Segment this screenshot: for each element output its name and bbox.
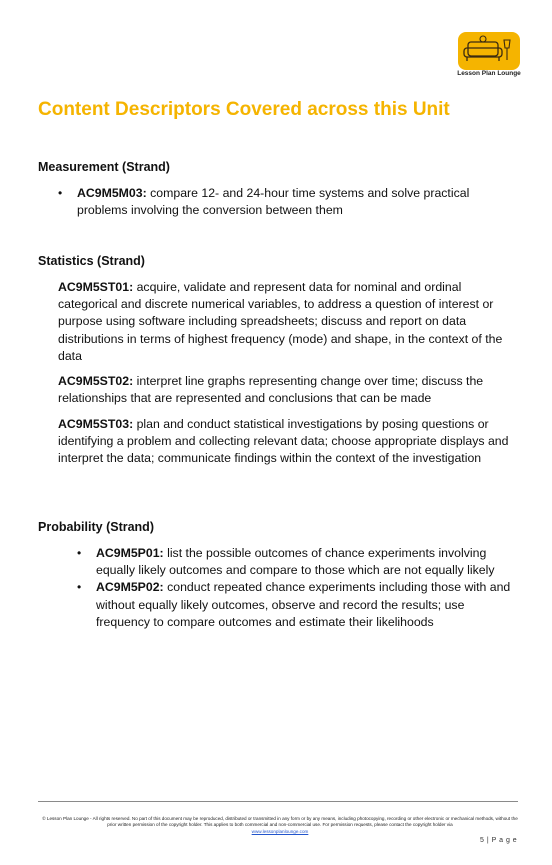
list-item (77, 579, 521, 631)
page-number (480, 837, 517, 844)
logo-text: Lesson Plan Lounge (457, 70, 521, 77)
page-number-value: 5 (480, 837, 485, 844)
descriptor-code: AC9M5M03: (77, 186, 147, 200)
descriptor-code: AC9M5P02: (96, 580, 164, 595)
statistics-descriptor-3 (58, 416, 518, 468)
measurement-list (58, 185, 507, 219)
descriptor-text: acquire, validate and represent data for nominal and ordinal categorical and discrete numerical variables, to address a question of interest or purpose using software including spreadsheets; discuss and report on data distributions in terms of highest frequency (mode) and shape, in the context of the data (58, 280, 503, 363)
descriptor-code: AC9M5ST01: (58, 280, 134, 294)
footer-copyright (40, 816, 520, 835)
copyright-text: © Lesson Plan Lounge - All rights reserved. No part of this document may be reproduced, distributed or transmitted in any form or by any means, including photocopying, recording or other electronic or mechanical methods, without the prior written permission of the copyright holder. This applies to both commercial and non-commercial use. For permission requests, please contact the copyright holder via (42, 816, 518, 828)
sofa-logo-icon (458, 30, 520, 72)
page-title: Content Descriptors Covered across this Unit (38, 99, 450, 120)
descriptor-text: interpret line graphs representing change over time; discuss the relationships that are represented and conclusions that can be made (58, 374, 484, 406)
probability-list (77, 545, 521, 631)
website-link[interactable]: www.lessonplanlounge.com (251, 828, 309, 834)
list-item (58, 185, 507, 219)
descriptor-code: AC9M5ST03: (58, 417, 134, 431)
probability-heading: Probability (Strand) (38, 520, 154, 534)
statistics-descriptor-2 (58, 373, 518, 407)
measurement-heading: Measurement (Strand) (38, 160, 170, 174)
list-item (77, 545, 521, 579)
descriptor-text: list the possible outcomes of chance experiments involving equally likely outcomes and compare to those which are not equally likely (96, 546, 495, 578)
statistics-heading: Statistics (Strand) (38, 254, 145, 268)
bullet-icon: • (77, 580, 82, 595)
descriptor-text: conduct repeated chance experiments including those with and without equally likely outcomes, observe and record the results; use frequency to compare outcomes and estimate their likelihoods (96, 580, 511, 629)
descriptor-text: plan and conduct statistical investigations by posing questions or identifying a problem and collecting relevant data; choose appropriate displays and interpret the data; communicate findings within the context of the investigation (58, 417, 509, 466)
descriptor-code: AC9M5ST02: (58, 374, 134, 388)
bullet-icon: • (77, 546, 82, 560)
descriptor-code: AC9M5P01: (96, 546, 164, 560)
statistics-descriptor-1 (58, 279, 518, 365)
page-label: | P a g e (486, 837, 518, 844)
footer-divider (38, 801, 518, 802)
descriptor-text: compare 12- and 24-hour time systems and solve practical problems involving the conversion between them (77, 186, 470, 218)
bullet-icon: • (58, 186, 63, 200)
